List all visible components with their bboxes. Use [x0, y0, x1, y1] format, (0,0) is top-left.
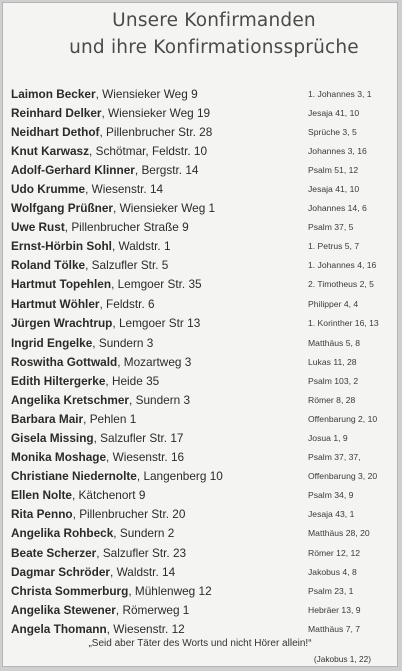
separator: ,	[128, 583, 135, 598]
boys-list	[11, 85, 391, 333]
confirmation-verse: Jesaja 41, 10	[308, 184, 360, 195]
confirmation-verse: Josua 1, 9	[308, 433, 348, 444]
separator: ,	[85, 182, 92, 197]
list-item	[11, 410, 391, 429]
confirmation-verse: Psalm 34, 9	[308, 490, 354, 501]
confirmand-name: Gisela Missing	[11, 431, 94, 446]
separator: ,	[134, 163, 142, 178]
confirmand-entry	[11, 275, 202, 294]
confirmand-name: Adolf-Gerhard Klinner	[11, 163, 135, 178]
document-page	[2, 2, 398, 667]
separator: ,	[106, 621, 114, 636]
confirmand-entry	[11, 410, 136, 429]
confirmand-entry	[11, 180, 163, 199]
confirmand-name: Hartmut Wöhler	[11, 296, 100, 311]
list-item	[11, 256, 391, 275]
confirmand-name: Uwe Rust	[11, 220, 65, 235]
list-item	[11, 199, 391, 218]
confirmation-verse: Jesaja 41, 10	[308, 108, 360, 119]
confirmation-verse: 1. Johannes 3, 1	[308, 89, 372, 99]
confirmand-address: Wiesenstr. 14	[91, 182, 164, 197]
separator: ,	[117, 355, 124, 370]
list-item	[11, 180, 391, 199]
confirmation-verse: Jesaja 43, 1	[308, 509, 355, 520]
confirmand-entry	[11, 563, 175, 582]
confirmation-verse: 1. Korinther 16, 13	[308, 317, 379, 328]
confirmand-entry	[11, 161, 199, 180]
separator: ,	[96, 545, 103, 560]
confirmand-entry	[11, 372, 159, 391]
confirmand-name: Angela Thomann	[11, 621, 107, 636]
separator: ,	[113, 526, 120, 541]
confirmand-address: Feldstr. 6	[106, 296, 155, 311]
confirmand-name: Christa Sommerburg	[11, 583, 129, 598]
confirmand-name: Edith Hiltergerke	[11, 374, 106, 389]
confirmand-name: Laimon Becker	[11, 87, 96, 101]
list-item	[11, 104, 391, 123]
confirmand-name: Angelika Kretschmer	[11, 393, 130, 408]
girls-list	[11, 334, 391, 639]
confirmand-name: Monika Moshage	[11, 450, 107, 465]
closing-quote-reference: (Jakobus 1, 22)	[313, 654, 371, 664]
confirmand-entry	[11, 353, 191, 372]
separator: ,	[99, 296, 107, 311]
confirmand-name: Rita Penno	[11, 507, 73, 522]
confirmand-address: Lemgoer Str. 35	[117, 277, 202, 292]
confirmand-address: Pillenbrucher Straße 9	[71, 220, 189, 235]
confirmation-verse: Matthäus 28, 20	[308, 528, 370, 539]
confirmand-address: Sundern 3	[135, 393, 191, 408]
confirmand-address: Mühlenweg 12	[134, 583, 212, 598]
list-item	[11, 123, 391, 142]
confirmand-address: Wiensieker Weg 19	[108, 106, 211, 121]
confirmand-entry	[11, 544, 186, 563]
list-item	[11, 142, 391, 161]
separator: ,	[111, 239, 119, 254]
confirmation-verse: 1. Petrus 5, 7	[308, 241, 360, 252]
confirmand-entry	[11, 620, 185, 639]
confirmand-address: Wiesenstr. 12	[113, 621, 185, 636]
confirmand-address: Wiensieker Weg 1	[119, 201, 216, 216]
list-item	[11, 524, 391, 543]
confirmand-entry	[11, 199, 215, 218]
confirmand-entry	[11, 505, 185, 524]
separator: ,	[113, 201, 120, 216]
confirmand-name: Roswitha Gottwald	[11, 355, 118, 370]
separator: ,	[129, 393, 136, 408]
confirmand-address: Lemgoer Str 13	[118, 315, 201, 330]
confirmand-name: Beate Scherzer	[11, 545, 97, 560]
confirmand-address: Pillenbrucher Str. 20	[79, 507, 186, 522]
separator: ,	[101, 106, 109, 121]
confirmand-name: Ellen Nolte	[11, 488, 72, 503]
confirmand-address: Wiesenstr. 16	[112, 450, 185, 465]
confirmation-verse: 2. Timotheus 2, 5	[308, 279, 374, 290]
list-item	[11, 391, 391, 410]
list-item	[11, 620, 391, 639]
confirmand-address: Bergstr. 14	[141, 163, 199, 178]
list-item	[11, 275, 391, 294]
list-item	[11, 218, 391, 237]
list-item	[11, 334, 391, 353]
list-item	[11, 486, 391, 505]
separator: ,	[110, 564, 117, 579]
list-item	[11, 85, 391, 104]
list-item	[11, 505, 391, 524]
list-item	[11, 295, 391, 314]
confirmation-verse: Römer 8, 28	[308, 395, 356, 406]
confirmand-name: Hartmut Topehlen	[11, 277, 112, 292]
confirmation-verse: Johannes 3, 16	[308, 146, 367, 157]
page-title: Unsere Konfirmanden	[112, 10, 316, 31]
confirmand-name: Angelika Stewener	[11, 602, 116, 617]
separator: ,	[83, 412, 90, 427]
confirmand-address: Kätchenort 9	[78, 488, 146, 503]
list-item	[11, 467, 391, 486]
list-item	[11, 353, 391, 372]
confirmand-name: Roland Tölke	[11, 258, 86, 273]
confirmation-verse: Psalm 51, 12	[308, 165, 359, 176]
confirmand-address: Heide 35	[111, 374, 160, 389]
confirmation-verse: Jakobus 4, 8	[308, 566, 357, 577]
confirmand-entry	[11, 429, 183, 448]
confirmation-verse: Sprüche 3, 5	[308, 127, 357, 138]
confirmand-entry	[11, 256, 168, 275]
separator: ,	[105, 374, 112, 389]
closing-quote: „Seid aber Täter des Worts und nicht Hörer allein!“	[88, 638, 312, 649]
confirmation-verse: Offenbarung 2, 10	[308, 414, 378, 425]
confirmand-entry	[11, 314, 200, 333]
confirmand-name: Dagmar Schröder	[11, 564, 110, 579]
list-item	[11, 582, 391, 601]
confirmand-entry	[11, 218, 189, 237]
confirmand-address: Waldstr. 14	[116, 564, 176, 579]
confirmand-name: Angelika Rohbeck	[11, 526, 114, 541]
list-item	[11, 161, 391, 180]
page-subtitle: und ihre Konfirmationssprüche	[69, 37, 359, 58]
confirmand-entry	[11, 123, 212, 142]
confirmand-address: Pillenbrucher Str. 28	[106, 125, 213, 140]
confirmand-address: Langenberg 10	[143, 469, 223, 484]
list-item	[11, 448, 391, 467]
confirmation-verse: Matthäus 5, 8	[308, 338, 361, 348]
separator: ,	[85, 258, 92, 273]
confirmand-entry	[11, 104, 210, 123]
separator: ,	[106, 450, 113, 465]
confirmation-verse: Hebräer 13, 9	[308, 604, 361, 615]
confirmand-entry	[11, 448, 184, 467]
confirmand-address: Waldstr. 1	[118, 239, 171, 254]
separator: ,	[89, 144, 96, 159]
separator: ,	[111, 277, 118, 292]
list-item	[11, 563, 391, 582]
confirmand-address: Salzufler Str. 5	[91, 258, 169, 273]
confirmation-verse: 1. Johannes 4, 16	[308, 260, 377, 271]
separator: ,	[93, 431, 101, 446]
separator: ,	[95, 87, 103, 101]
confirmand-entry	[11, 295, 155, 314]
confirmand-address: Mozartweg 3	[123, 355, 192, 370]
confirmand-name: Neidhart Dethof	[11, 125, 100, 140]
confirmation-verse: Psalm 23, 1	[308, 585, 354, 596]
confirmand-entry	[11, 334, 153, 353]
confirmation-verse: Matthäus 7, 7	[308, 623, 361, 634]
confirmand-name: Ingrid Engelke	[11, 336, 93, 350]
separator: ,	[99, 125, 107, 140]
confirmation-verse: Psalm 37, 37,	[308, 452, 361, 463]
confirmation-verse: Römer 12, 12	[308, 547, 361, 558]
confirmation-verse: Psalm 103, 2	[308, 376, 359, 387]
separator: ,	[115, 602, 123, 617]
separator: ,	[71, 488, 79, 503]
separator: ,	[136, 469, 144, 484]
confirmation-verse: Philipper 4, 4	[308, 298, 359, 309]
separator: ,	[92, 336, 99, 350]
confirmand-address: Sundern 2	[119, 526, 175, 541]
list-item	[11, 544, 391, 563]
confirmand-address: Salzufler Str. 17	[100, 431, 184, 446]
confirmand-name: Knut Karwasz	[11, 144, 90, 159]
confirmand-address: Salzufler Str. 23	[102, 545, 187, 560]
confirmand-name: Udo Krumme	[11, 182, 86, 197]
list-item	[11, 601, 391, 620]
confirmand-entry	[11, 85, 198, 104]
separator: ,	[112, 315, 119, 330]
confirmand-entry	[11, 237, 171, 256]
confirmand-name: Reinhard Delker	[11, 106, 102, 121]
confirmation-verse: Lukas 11, 28	[308, 357, 357, 368]
confirmand-entry	[11, 486, 145, 505]
confirmation-verse: Johannes 14, 6	[308, 203, 367, 214]
list-item	[11, 314, 391, 333]
confirmand-name: Wolfgang Prüßner	[11, 201, 114, 216]
confirmand-address: Pehlen 1	[89, 412, 137, 427]
confirmand-entry	[11, 467, 223, 486]
confirmand-name: Christiane Niedernolte	[11, 469, 137, 484]
confirmand-name: Jürgen Wrachtrup	[11, 315, 113, 330]
confirmand-address: Sundern 3	[98, 336, 154, 350]
confirmand-entry	[11, 601, 189, 620]
confirmand-address: Römerweg 1	[122, 602, 190, 617]
confirmand-entry	[11, 582, 212, 601]
confirmand-entry	[11, 142, 207, 161]
separator: ,	[64, 220, 72, 235]
confirmand-address: Wiensieker Weg 9	[102, 87, 198, 101]
confirmand-name: Barbara Mair	[11, 412, 84, 427]
confirmation-verse: Psalm 37, 5	[308, 222, 354, 233]
list-item	[11, 237, 391, 256]
list-item	[11, 429, 391, 448]
confirmand-entry	[11, 391, 190, 410]
separator: ,	[72, 507, 80, 522]
list-item	[11, 372, 391, 391]
confirmand-name: Ernst-Hörbin Sohl	[11, 239, 112, 254]
confirmation-verse: Offenbarung 3, 20	[308, 471, 378, 482]
confirmand-address: Schötmar, Feldstr. 10	[95, 144, 208, 159]
confirmand-entry	[11, 524, 174, 543]
